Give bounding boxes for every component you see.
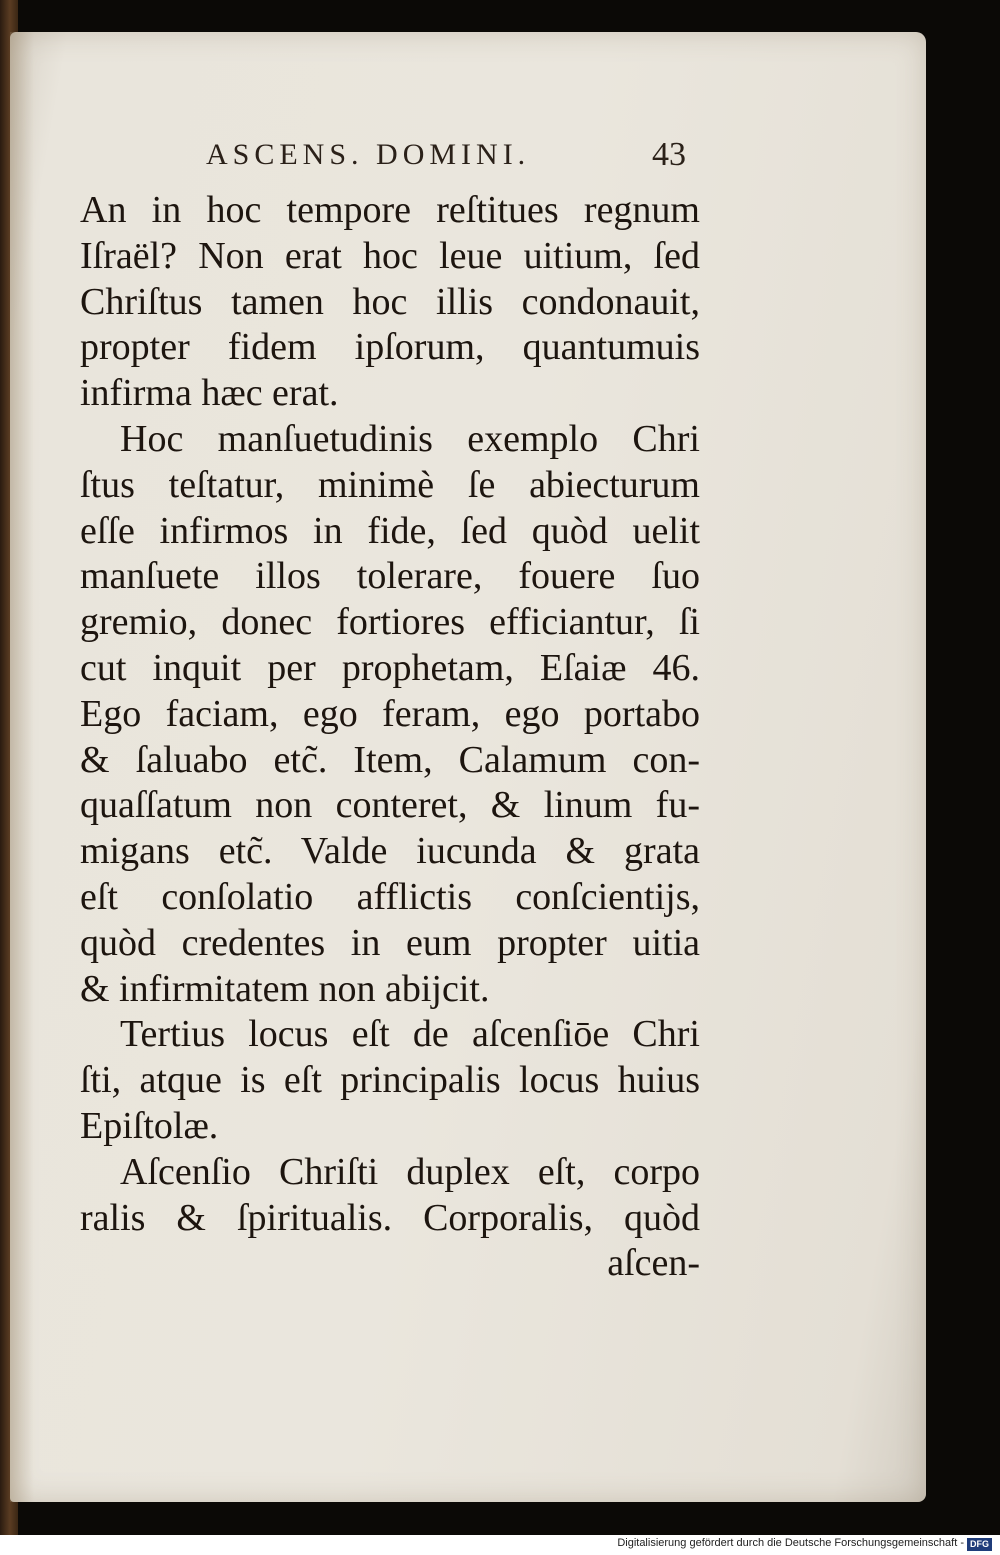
text-line: gremio, donec fortiores efficiantur, ſi — [80, 601, 700, 644]
dfg-logo-icon: DFG — [967, 1538, 992, 1551]
text-line: & infirmitatem non abijcit. — [80, 967, 490, 1010]
text-line: & ſaluabo etc̃. Item, Calamum con- — [80, 738, 700, 781]
text-line: infirma hæc erat. — [80, 372, 339, 415]
funding-credit: Digitalisierung gefördert durch die Deutsche Forschungsgemeinschaft - — [617, 1537, 964, 1549]
body-text — [80, 188, 700, 1287]
text-line: Iſraël? Non erat hoc leue uitium, ſed — [80, 234, 700, 277]
text-line: quaſſatum non conteret, & linum fu- — [80, 784, 700, 827]
text-line: Epiſtolæ. — [80, 1104, 219, 1147]
text-line: Aſcenſio Chriſti duplex eſt, corpo — [120, 1150, 700, 1193]
text-line: ſti, atque is eſt principalis locus huius — [80, 1059, 700, 1102]
text-line: Ego faciam, ego feram, ego portabo — [80, 692, 700, 735]
catchword: aſcen- — [607, 1242, 700, 1285]
text-line: Hoc manſuetudinis exemplo Chri — [120, 417, 700, 460]
digitization-footer — [0, 1535, 1000, 1555]
text-line: ralis & ſpiritualis. Corporalis, quòd — [80, 1196, 700, 1239]
text-line: Chriſtus tamen hoc illis condonauit, — [80, 280, 700, 323]
page-gutter-shadow — [10, 32, 34, 1502]
text-line: propter fidem ipſorum, quantumuis — [80, 326, 700, 369]
text-line: eſt conſolatio afflictis conſcientijs, — [80, 875, 700, 918]
text-line: ſtus teſtatur, minimè ſe abiecturum — [80, 463, 700, 506]
text-line: manſuete illos tolerare, fouere ſuo — [80, 555, 700, 598]
page-number: 43 — [652, 136, 686, 173]
text-line: An in hoc tempore reſtitues regnum — [80, 189, 700, 231]
text-line: migans etc̃. Valde iucunda & grata — [80, 830, 700, 873]
text-line: cut inquit per prophetam, Eſaiæ 46. — [80, 646, 700, 689]
text-line: eſſe infirmos in fide, ſed quòd uelit — [80, 509, 700, 552]
text-line: quòd credentes in eum propter uitia — [80, 921, 700, 964]
running-title: ASCENS. DOMINI. — [206, 138, 531, 171]
text-line: Tertius locus eſt de aſcenſiōe Chri — [120, 1013, 700, 1056]
